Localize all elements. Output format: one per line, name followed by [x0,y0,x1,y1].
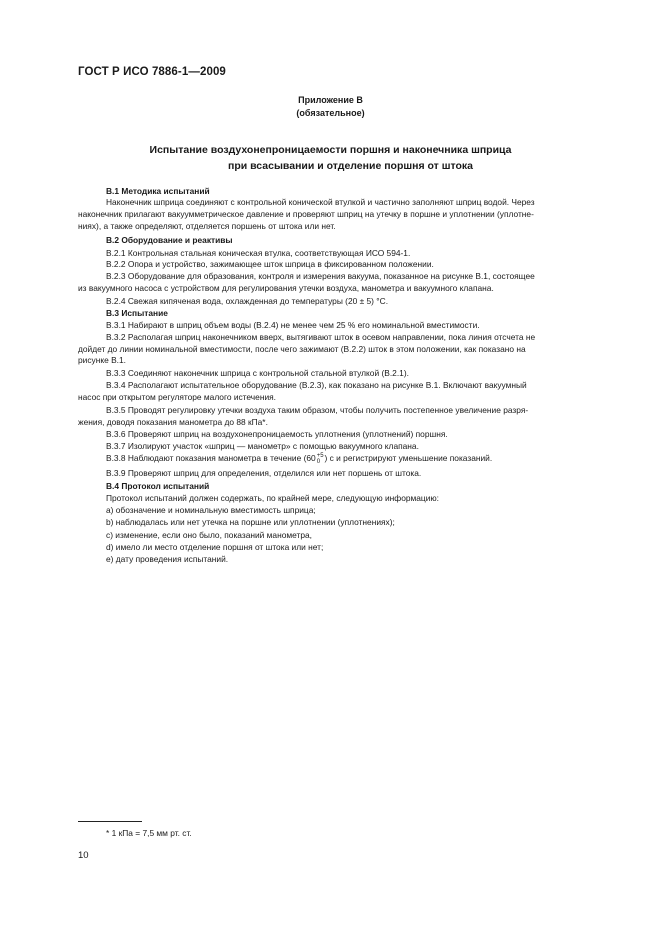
paragraph-line-b38 [106,453,613,465]
section-title-line2: при всасывании и отделение поршня от штока [227,160,473,172]
paragraph-line: ниях), а также определяют, отделяется поршень от штока или нет. [78,221,336,231]
list-item: a) обозначение и номинальную вместимость шприца; [106,505,316,515]
heading-b3: В.3 Испытание [106,308,168,318]
paragraph-line: В.3.7 Изолируют участок «шприц — манометр» с помощью вакуумного клапана. [106,441,419,451]
list-item: b) наблюдалась или нет утечка на поршне или уплотнении (уплотнениях); [106,517,395,527]
section-title-line1: Испытание воздухонепроницаемости поршня и наконечника шприца [149,144,512,156]
paragraph-line: В.2.2 Опора и устройство, зажимающее шток шприца в фиксированном положении. [106,259,434,269]
paragraph-line: наконечник прилагают вакуумметрическое давление и проверяют шприц на утечку в поршне и уплотнении (уплотне- [78,209,534,219]
footnote: * 1 кПа = 7,5 мм рт. ст. [106,828,192,838]
paragraph-line: В.3.5 Проводят регулировку утечки воздуха таким образом, чтобы получить постепенное увеличение разря- [106,405,529,415]
paragraph-line: из вакуумного насоса с устройством для регулирования утечки воздуха, манометра и вакуумного клапана. [78,283,494,293]
paragraph-line: В.3.6 Проверяют шприц на воздухонепроницаемость уплотнения (уплотнений) поршня. [106,429,448,439]
footnote-separator [78,821,142,822]
document-header: ГОСТ Р ИСО 7886-1—2009 [78,66,226,78]
paragraph-line: В.2.3 Оборудование для образования, контроля и измерения вакуума, показанное на рисунке В.1, состоящее [106,271,535,281]
paragraph-line: Наконечник шприца соединяют с контрольной конической втулкой и частично заполняют шприц водой. Через [106,197,535,207]
heading-b2: В.2 Оборудование и реактивы [106,235,233,245]
page-number: 10 [78,850,89,861]
paragraph-line: В.2.4 Свежая кипяченая вода, охлажденная до температуры (20 ± 5) °С. [106,296,389,306]
paragraph-line: В.3.1 Набирают в шприц объем воды (В.2.4) не менее чем 25 % его номинальной вместимости. [106,320,480,330]
paragraph-line: жения, доводя показания манометра до 88 кПа*. [78,417,268,427]
paragraph-line: рисунке В.1. [78,355,126,365]
tolerance-lower: 0 [316,459,321,465]
heading-b1: В.1 Методика испытаний [106,186,210,196]
paragraph-line: Протокол испытаний должен содержать, по крайней мере, следующую информацию: [106,493,440,503]
paragraph-line: В.3.2 Располагая шприц наконечником вверх, вытягивают шток в осевом направлении, пока линия отсчета не [106,332,536,342]
paragraph-line: насос при открытом регуляторе малого истечения. [78,392,276,402]
tolerance-upper: +5 [316,453,324,459]
b38-text: В.3.8 Наблюдают показания манометра в течение (60 [106,453,316,464]
appendix-status: (обязательное) [296,108,365,118]
list-item: e) дату проведения испытаний. [106,554,229,564]
b38-tail: ) с и регистрируют уменьшение показаний. [324,453,493,464]
appendix-label: Приложение В [298,95,363,105]
paragraph-line: В.3.4 Располагают испытательное оборудование (В.2.3), как показано на рисунке В.1. Включают вакуумный [106,380,527,390]
list-item: d) имело ли место отделение поршня от штока или нет; [106,542,324,552]
heading-b4: В.4 Протокол испытаний [106,481,210,491]
list-item: c) изменение, если оно было, показаний манометра, [106,530,312,540]
paragraph-line: дойдет до линии номинальной вместимости, после чего зажимают (В.2.2) шток в этом положении, как показано на [78,344,526,354]
paragraph-line: В.3.3 Соединяют наконечник шприца с контрольной стальной втулкой (В.2.1). [106,368,409,378]
paragraph-line: В.2.1 Контрольная стальная коническая втулка, соответствующая ИСО 594-1. [106,248,411,258]
tolerance [317,453,324,465]
paragraph-line: В.3.9 Проверяют шприц для определения, отделился или нет поршень от штока. [106,468,422,478]
